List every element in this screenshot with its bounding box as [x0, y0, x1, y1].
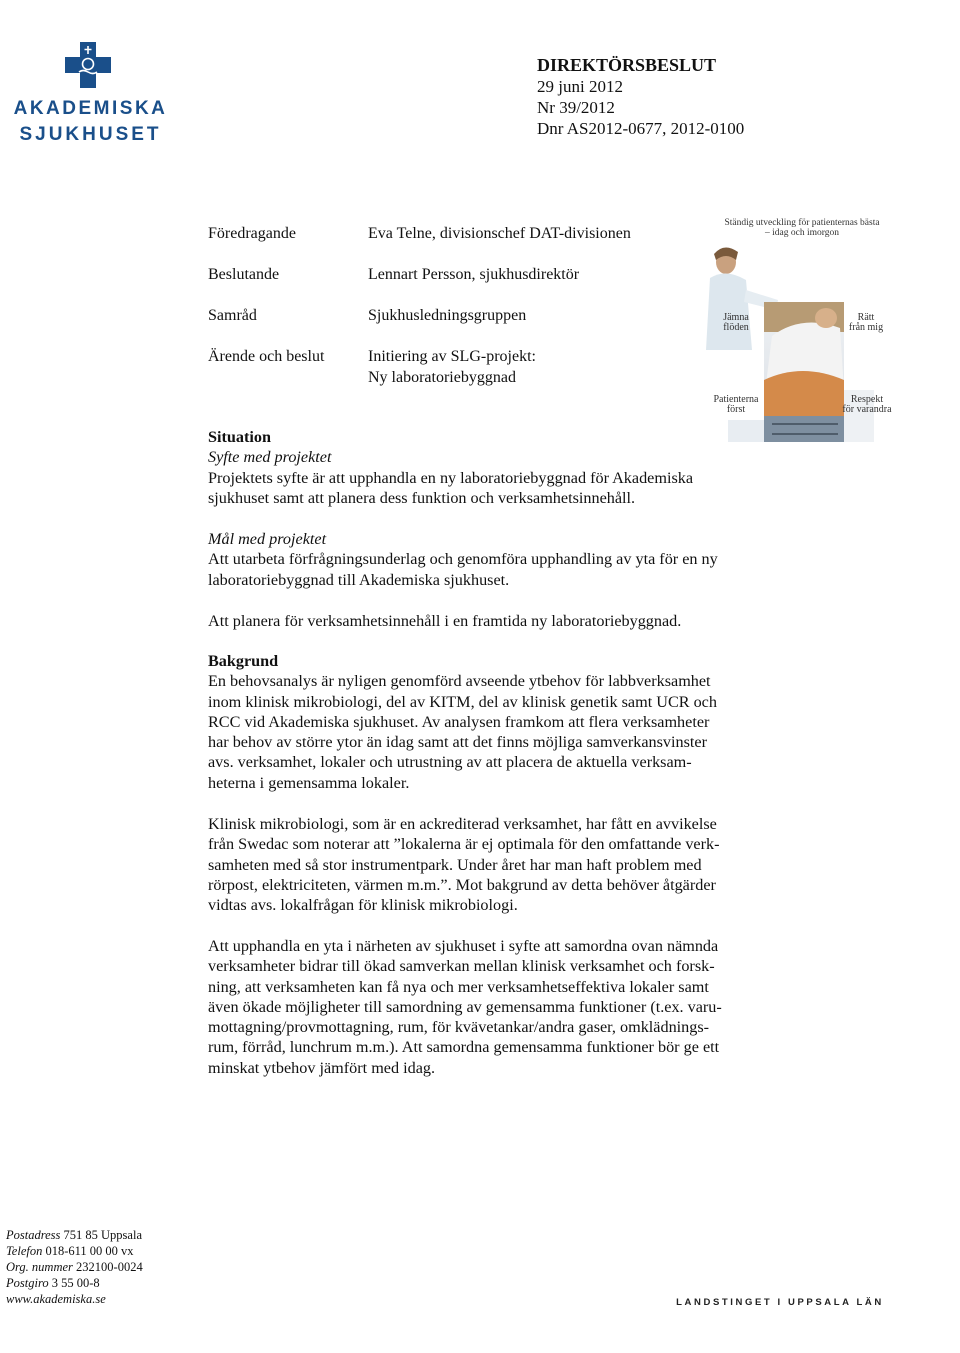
section-mal: [208, 529, 778, 590]
footer-postgiro: [6, 1275, 226, 1291]
bakgrund-line-4: har behov av större ytor än idag samt att det finns möjliga samverkansvinster: [208, 733, 707, 752]
klinisk-line-4: rörpost, elektriciteten, värmen m.m.”. Mot bakgrund av detta behöver åtgärder: [208, 875, 716, 894]
section-situation: [208, 427, 778, 508]
footer-org-value: 232100-0024: [76, 1260, 143, 1274]
bakgrund-line-3: RCC vid Akademiska sjukhuset. Av analysen framkom att flera verksamheter: [208, 712, 710, 731]
footer-postadress: [6, 1227, 226, 1243]
hospital-logo: [8, 42, 173, 152]
values-graphic: [706, 214, 898, 446]
footer-postadress-value: 751 85 Uppsala: [63, 1228, 142, 1242]
footer-telefon: [6, 1243, 226, 1259]
upphandla-line-2: verksamheter bidrar till ökad samverkan mellan klinisk verksamhet och forsk-: [208, 957, 715, 976]
meta-value-arende-line1: Initiering av SLG-projekt:: [368, 348, 536, 365]
footer-address: [6, 1227, 226, 1307]
klinisk-line-5: vidtas avs. lokalfrågan för klinisk mikrobiologi.: [208, 896, 518, 915]
meta-label-arende: Ärende och beslut: [208, 348, 325, 365]
meta-label-foredragande: Föredragande: [208, 225, 296, 242]
heading-situation: Situation: [208, 428, 271, 446]
document-title: DIREKTÖRSBESLUT: [537, 55, 717, 75]
cross-logo-icon: [65, 42, 111, 88]
upphandla-line-7: minskat ytbehov jämfört med idag.: [208, 1058, 436, 1077]
meta-value-arende: [368, 346, 698, 388]
heading-syfte: Syfte med projektet: [208, 448, 332, 467]
document-number: Nr 39/2012: [537, 98, 615, 117]
upphandla-line-6: rum, förråd, lunchrum m.m.). Att samordna gemensamma funktioner bör ge ett: [208, 1038, 720, 1057]
graphic-label-respekt-2: för varandra: [842, 404, 892, 415]
document-dnr: Dnr AS2012-0677, 2012-0100: [537, 119, 745, 138]
footer-website-link[interactable]: www.akademiska.se: [6, 1292, 106, 1306]
syfte-line-2: sjukhuset samt att planera dess funktion och verksamhetsinnehåll.: [208, 488, 636, 507]
footer-postgiro-label: Postgiro: [6, 1276, 49, 1290]
syfte-line-1: Projektets syfte är att upphandla en ny laboratoriebyggnad för Akademiska: [208, 468, 694, 487]
upphandla-line-3: ning, att verksamheten kan få nya och mer verksamhetseffektiva lokaler samt: [208, 977, 709, 996]
section-bakgrund: [208, 651, 778, 793]
footer-org: [6, 1259, 226, 1275]
paragraph-upphandla: [208, 936, 778, 1078]
bakgrund-line-5: avs. verksamhet, lokaler och utrustning av att placera de aktuella verksam-: [208, 753, 692, 772]
heading-bakgrund: Bakgrund: [208, 652, 279, 670]
paragraph-klinisk: [208, 814, 778, 915]
document-date: 29 juni 2012: [537, 77, 623, 96]
bakgrund-line-1: En behovsanalys är nyligen genomförd avseende ytbehov för labbverksamhet: [208, 672, 711, 691]
bakgrund-line-2: inom klinisk mikrobiologi, del av KITM, del av klinisk genetik samt UCR och: [208, 692, 717, 711]
graphic-caption-top-1: Ständig utveckling för patienternas bästa: [724, 218, 880, 228]
graphic-label-jamna-1: Jämna: [723, 312, 749, 323]
graphic-label-patienterna-1: Patienterna: [713, 394, 759, 405]
klinisk-line-3: samheten med så stor instrumentpark. Under året har man haft problem med: [208, 855, 702, 874]
graphic-label-ratt-1: Rätt: [857, 312, 875, 323]
footer-county-name: LANDSTINGET I UPPSALA LÄN: [676, 1297, 884, 1308]
mal-line-2: laboratoriebyggnad till Akademiska sjukhuset.: [208, 570, 510, 589]
meta-label-beslutande: Beslutande: [208, 266, 280, 283]
footer-postgiro-value: 3 55 00-8: [51, 1276, 100, 1290]
mal-paragraph-2: Att planera för verksamhetsinnehåll i en framtida ny laboratoriebyggnad.: [208, 612, 682, 630]
footer-org-label: Org. nummer: [6, 1260, 73, 1274]
logo-name-line2: SJUKHUSET: [19, 124, 162, 145]
upphandla-line-5: mottagning/provmottagning, rum, för kvävetankar/andra gaser, omklädnings-: [208, 1018, 710, 1037]
graphic-label-patienterna-2: först: [726, 404, 746, 415]
graphic-label-ratt-2: från mig: [848, 322, 884, 333]
klinisk-line-2: från Swedac som noterar att ”lokalerna är ej optimala för den omfattande verk-: [208, 835, 720, 854]
meta-value-foredragande: Eva Telne, divisionschef DAT-divisionen: [368, 225, 631, 242]
graphic-label-respekt-1: Respekt: [850, 394, 884, 405]
graphic-label-jamna-2: flöden: [723, 322, 749, 333]
bakgrund-line-6: heterna i gemensamma lokaler.: [208, 773, 410, 792]
footer-telefon-label: Telefon: [6, 1244, 43, 1258]
upphandla-line-4: även ökade möjligheter till samordning av gemensamma funktioner (t.ex. varu-: [208, 997, 722, 1016]
mal-line-1: Att utarbeta förfrågningsunderlag och genomföra upphandling av yta för en ny: [208, 550, 718, 569]
graphic-caption-top-2: – idag och imorgon: [765, 228, 839, 238]
klinisk-line-1: Klinisk mikrobiologi, som är en ackrediterad verksamhet, har fått en avvikelse: [208, 815, 717, 833]
decision-header: [537, 55, 937, 139]
logo-name-line1: AKADEMISKA: [13, 98, 168, 119]
heading-mal: Mål med projektet: [208, 530, 327, 548]
footer-postadress-label: Postadress: [6, 1228, 61, 1242]
meta-value-samrad: Sjukhusledningsgruppen: [368, 307, 527, 324]
hospital-photo-illustration: [706, 240, 898, 446]
meta-value-beslutande: Lennart Persson, sjukhusdirektör: [368, 266, 580, 283]
footer-telefon-value: 018-611 00 00 vx: [45, 1244, 134, 1258]
upphandla-line-1: Att upphandla en yta i närheten av sjukhuset i syfte att samordna ovan nämnda: [208, 937, 719, 955]
meta-value-arende-line2: Ny laboratoriebyggnad: [368, 369, 516, 386]
meta-label-samrad: Samråd: [208, 307, 257, 324]
